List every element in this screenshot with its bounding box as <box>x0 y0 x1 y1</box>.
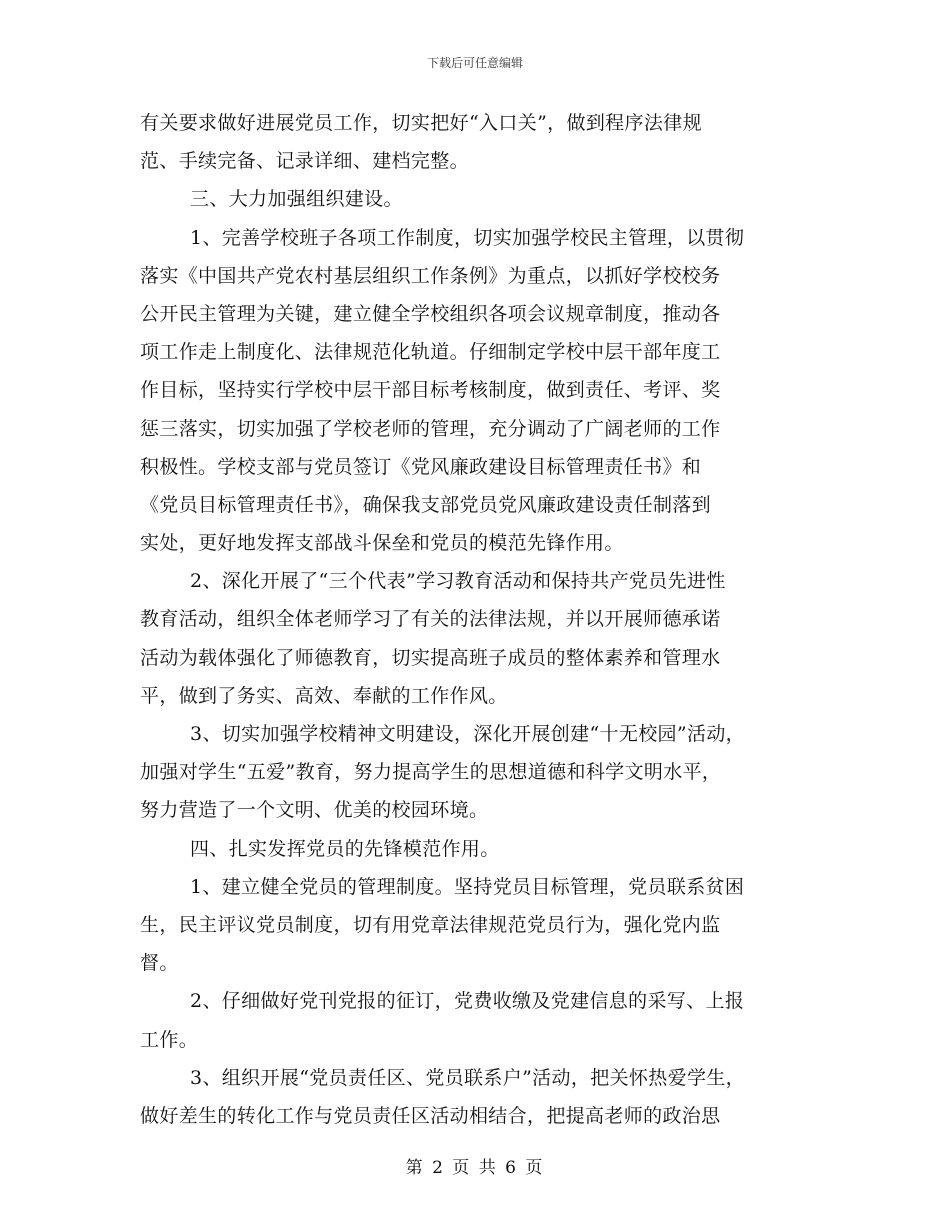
paragraph-line: 有关要求做好进展党员工作，切实把好“入口关”，做到程序法律规 <box>140 112 702 134</box>
paragraph-line: 做好差生的转化工作与党员责任区活动相结合，把提高老师的政治思 <box>140 1104 721 1127</box>
paragraph-line: 努力营造了一个文明、优美的校园环境。 <box>140 799 489 822</box>
paragraph-line: 平，做到了务实、高效、奉献的工作作风。 <box>140 684 508 707</box>
paragraph-line: 作目标，坚持实行学校中层干部目标考核制度，做到责任、考评、奖 <box>140 379 721 402</box>
paragraph-line: 积极性。学校支部与党员签订《党风廉政建设目标管理责任书》和 <box>140 455 702 478</box>
paragraph-line: 三、大力加强组织建设。 <box>190 188 403 211</box>
paragraph-line: 范、手续完备、记录详细、建档完整。 <box>140 150 469 173</box>
page-header: 下载后可任意编辑 <box>426 56 523 70</box>
paragraph-line: 项工作走上制度化、法律规范化轨道。仔细制定学校中层干部年度工 <box>140 341 721 364</box>
paragraph-line: 督。 <box>140 952 179 975</box>
paragraph-line: 实处，更好地发挥支部战斗保垒和党员的模范先锋作用。 <box>140 532 624 555</box>
paragraph-line: 《党员目标管理责任书》，确保我支部党员党风廉政建设责任制落到 <box>140 493 712 516</box>
paragraph-line: 落实《中国共产党农村基层组织工作条例》为重点，以抓好学校校务 <box>140 264 721 287</box>
paragraph-line: 3、组织开展“党员责任区、党员联系户”活动，把关怀热爱学生， <box>190 1066 746 1089</box>
paragraph-line: 惩三落实，切实加强了学校老师的管理，充分调动了广阔老师的工作 <box>140 417 721 440</box>
paragraph-line: 活动为载体强化了师德教育，切实提高班子成员的整体素养和管理水 <box>140 646 721 669</box>
paragraph-line: 加强对学生“五爱”教育，努力提高学生的思想道德和科学文明水平， <box>140 761 722 784</box>
document-body <box>140 104 820 1135</box>
paragraph-line: 工作。 <box>140 1028 199 1051</box>
paragraph-line: 2、深化开展了“三个代表”学习教育活动和保持共产党员先进性 <box>190 570 726 593</box>
paragraph-line: 教育活动，组织全体老师学习了有关的法律法规，并以开展师德承诺 <box>140 608 721 631</box>
paragraph-line: 生，民主评议党员制度，切有用党章法律规范党员行为，强化党内监 <box>140 913 721 936</box>
paragraph-line: 四、扎实发挥党员的先锋模范作用。 <box>190 837 500 860</box>
paragraph-line: 1、完善学校班子各项工作制度，切实加强学校民主管理，以贯彻 <box>190 226 745 249</box>
paragraph-line: 1、建立健全党员的管理制度。坚持党员目标管理，党员联系贫困 <box>190 875 745 898</box>
page-footer: 第 2 页 共 6 页 <box>405 1158 545 1178</box>
paragraph-line: 2、仔细做好党刊党报的征订，党费收缴及党建信息的采写、上报 <box>190 990 745 1013</box>
paragraph-line: 公开民主管理为关键，建立健全学校组织各项会议规章制度，推动各 <box>140 302 721 325</box>
paragraph-line: 3、切实加强学校精神文明建设，深化开展创建“十无校园”活动， <box>190 723 746 745</box>
